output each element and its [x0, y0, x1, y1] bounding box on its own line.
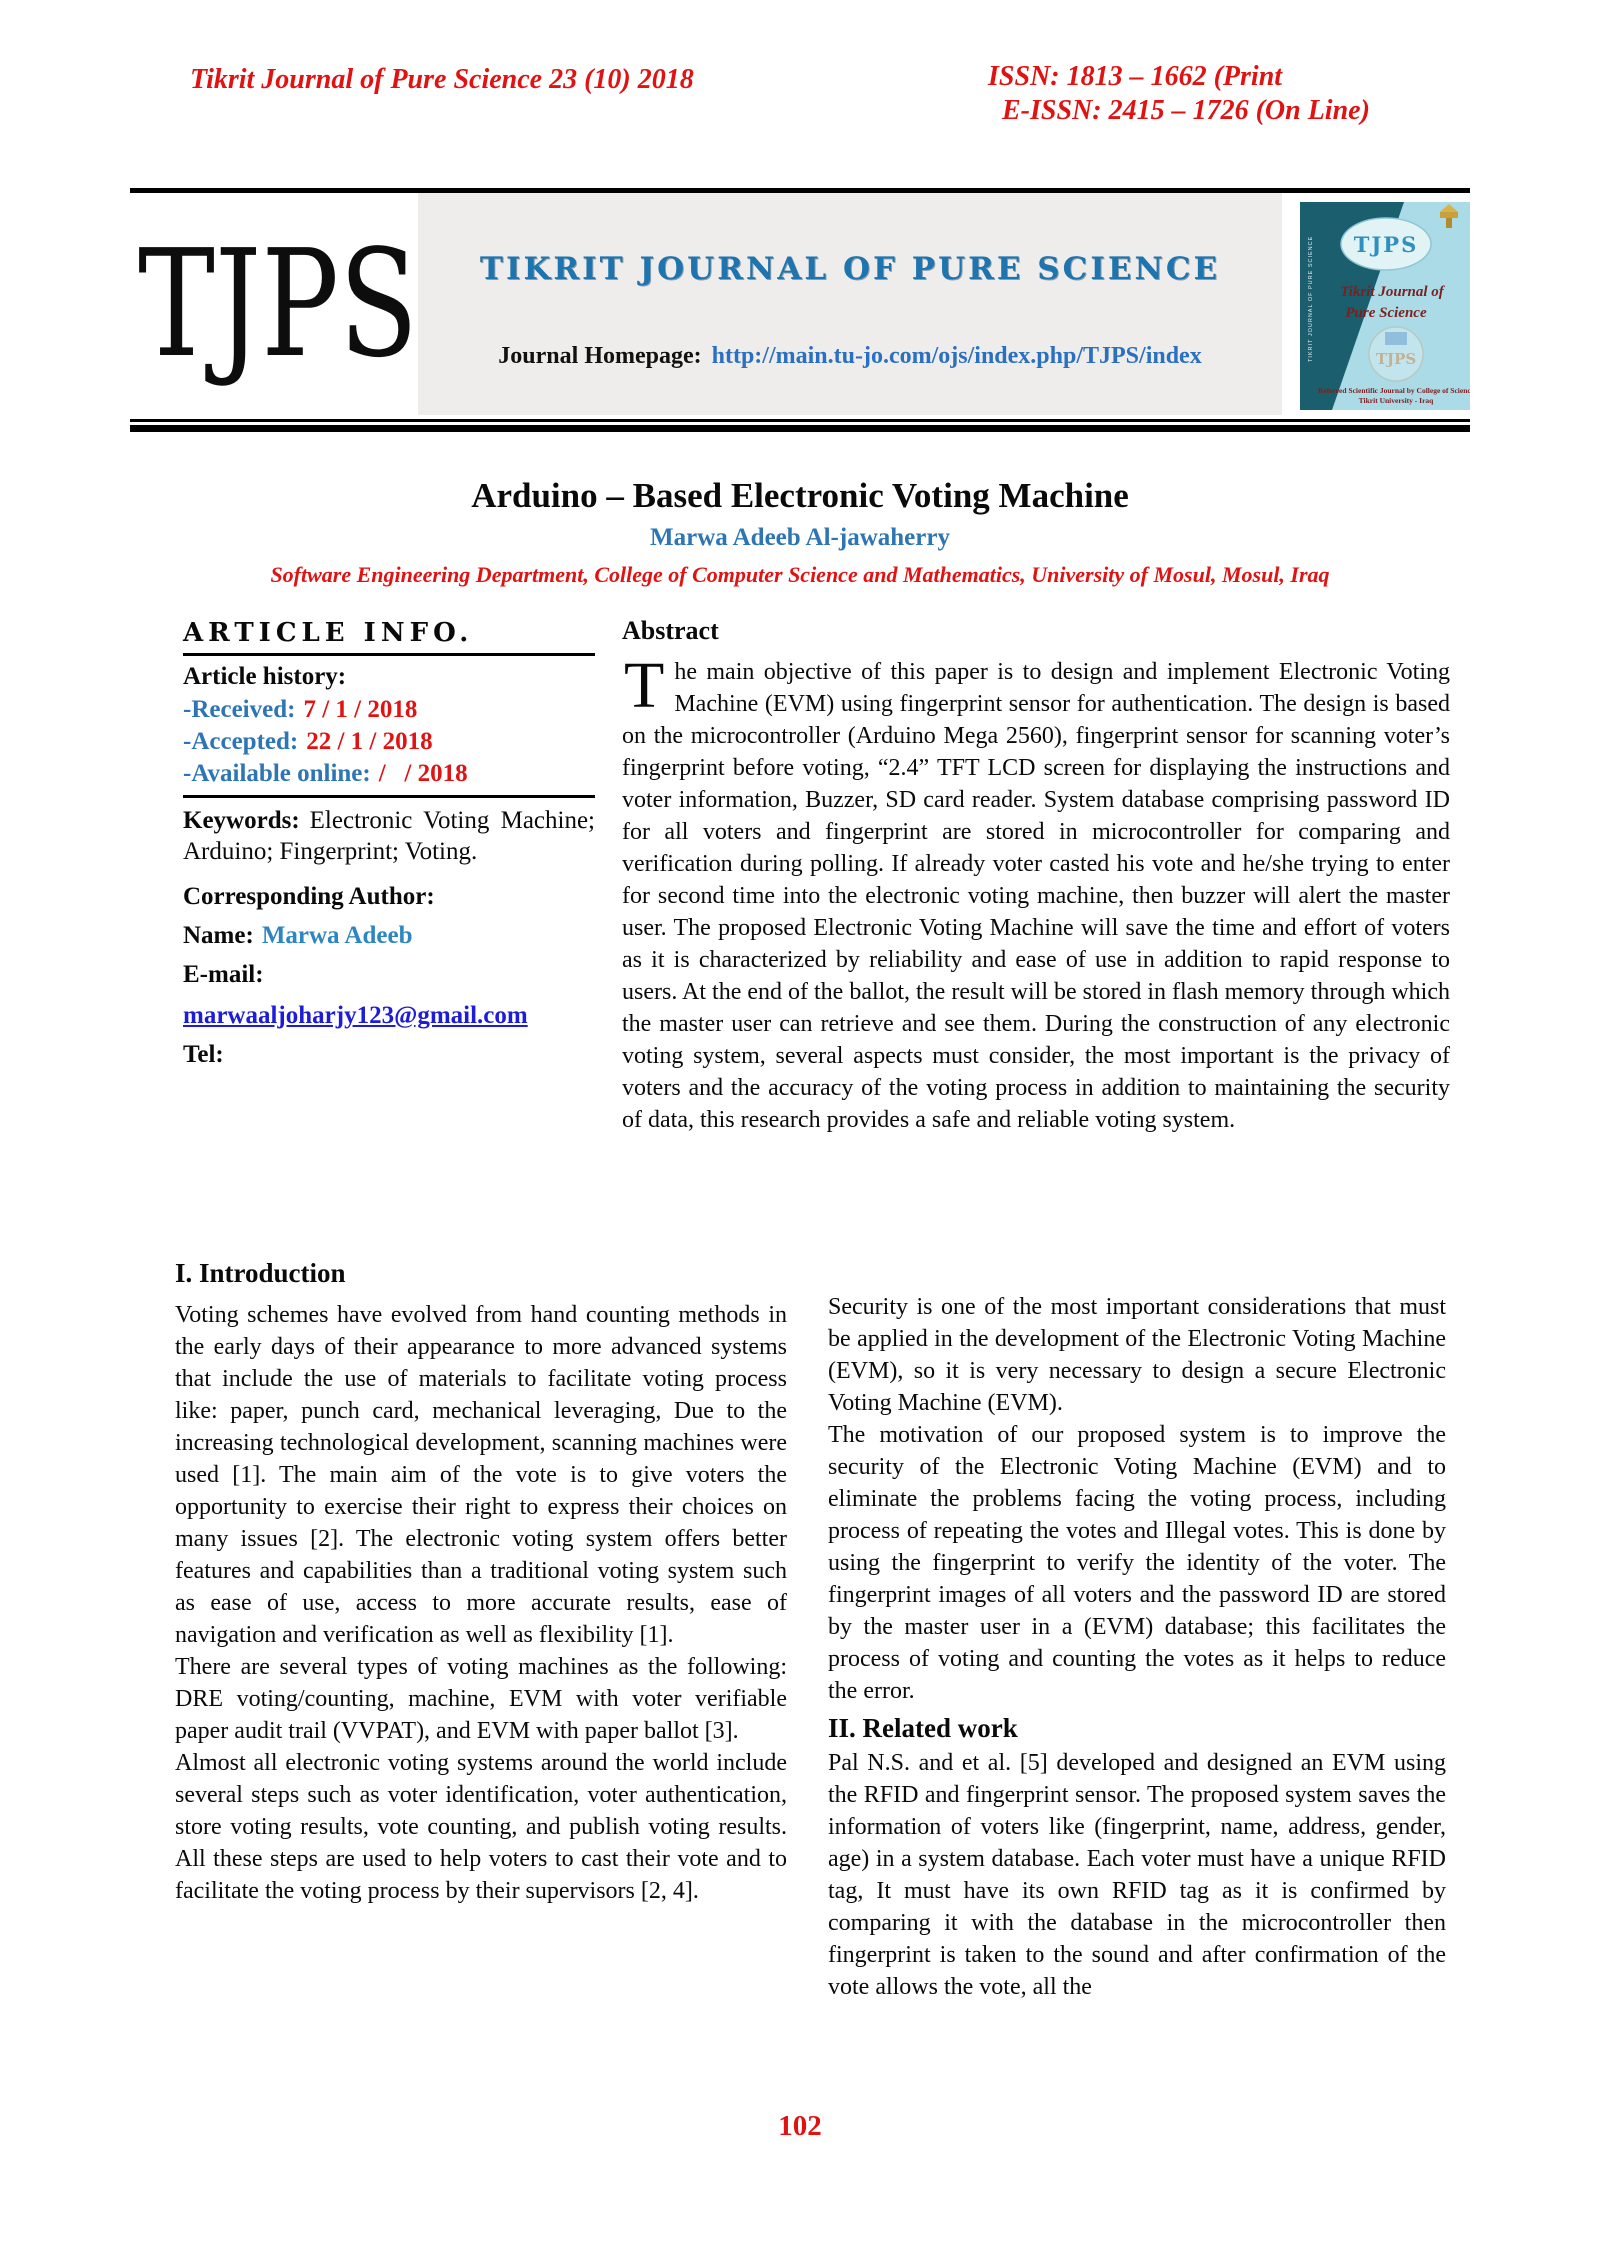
article-info-column	[183, 618, 595, 1069]
tjps-logo-text: TJPS	[138, 218, 418, 390]
right-text-column	[828, 1291, 1446, 2003]
banner-journal-title: TIKRIT JOURNAL OF PURE SCIENCE	[479, 251, 1221, 287]
cover-side-text: TIKRIT JOURNAL OF PURE SCIENCE	[1308, 235, 1314, 362]
introduction-paragraph-1: Voting schemes have evolved from hand counting methods in the early days of their appearance to more advanced systems that include the use of materials to facilitate voting process like: paper, punch card, mechanical leveraging, Due to the increasing technological development, scanning machines were used [1]. The main aim of the vote is to give voters the opportunity to exercise their right to express their choices on many issues [2]. The electronic voting system offers better features and capabilities than a traditional voting system such as ease of use, access to more accurate results, ease of navigation and verification as well as flexibility [1].	[175, 1302, 787, 1648]
cover-footer-line1: Refereed Scientific Journal by College of Science	[1317, 386, 1470, 395]
article-info-heading: ARTICLE INFO.	[183, 618, 474, 648]
abstract-text	[622, 649, 1450, 1136]
article-author: Marwa Adeeb Al-jawaherry	[650, 524, 950, 551]
abstract-heading: Abstract	[622, 616, 719, 645]
email-label: E-mail:	[183, 961, 264, 988]
available-online-label: -Available online:	[183, 760, 371, 787]
issn-online: E-ISSN: 2415 – 1726 (On Line)	[1002, 95, 1370, 126]
email-link[interactable]: marwaaljoharjy123@gmail.com	[183, 1002, 528, 1029]
received-value: 7 / 1 / 2018	[303, 696, 418, 723]
received-row	[183, 694, 595, 726]
related-work-paragraph: Pal N.S. and et al. [5] developed and designed an EVM using the RFID and fingerprint sensor. The proposed system saves the information of voters like (fingerprint, name, address, gender, age) in a system database. Each voter must have a unique RFID tag, It must have its own RFID tag as it is confirmed by comparing it with the database in the microcontroller then fingerprint is taken to the sound and after confirmation of the vote allows the vote, all the	[828, 1750, 1446, 2000]
info-rule-bottom	[183, 795, 595, 798]
introduction-column	[175, 1299, 787, 1907]
available-online-value: / / 2018	[378, 760, 468, 787]
cover-tjps-text: TJPS	[1353, 232, 1419, 257]
homepage-line	[418, 343, 1282, 370]
journal-cover-thumbnail	[1300, 202, 1470, 410]
abstract-body: he main objective of this paper is to design and implement Electronic Voting Machine (EVM) using fingerprint sensor for authentication. The design is based on the microcontroller (Arduino Mega 2560), fingerprint sensor for scanning voter’s fingerprint before voting, “2.4” TFT LCD screen for displaying the instructions and voter information, Buzzer, SD card reader. System database comprising password ID for all voters and fingerprint are stored in microcontroller for comparing and verification during polling. If already voter casted his vote and he/she trying to enter for second time into the electronic voting machine, then buzzer will alert the master user. The proposed Electronic Voting Machine will save the time and effort of voters as it is characterized by reliability and ease of use in addition to rapid response to users. At the end of the ballot, the result will be stored in flash memory through which the master user can retrieve and see them. During the construction of any electronic voting system, several aspects must consider, the most important is the privacy of voters and the accuracy of the voting process in addition to maintaining the security of data, this research provides a safe and reliable voting system.	[622, 659, 1450, 1133]
related-work-heading: II. Related work	[828, 1713, 1018, 1743]
author-name-row	[183, 922, 595, 950]
introduction-heading: I. Introduction	[175, 1258, 346, 1288]
abstract-dropcap: T	[624, 649, 665, 722]
cover-footer-line2: Tikrit University - Iraq	[1358, 396, 1434, 405]
introduction-paragraph-3: Almost all electronic voting systems around the world include several steps such as voter identification, voter authentication, store voting results, vote counting, and publish voting results. All these steps are used to help voters to cast their vote and to facilitate the voting process by their supervisors [2, 4].	[175, 1750, 787, 1904]
received-label: -Received:	[183, 696, 296, 723]
keywords-label: Keywords:	[183, 807, 300, 834]
issn-block	[988, 60, 1370, 128]
cover-title-line1: Tikrit Journal of	[1340, 284, 1444, 300]
journal-header-line: Tikrit Journal of Pure Science 23 (10) 2018	[190, 64, 694, 95]
cover-title-line2: Pure Science	[1345, 305, 1427, 321]
abstract-column	[622, 616, 1450, 1136]
accepted-row	[183, 726, 595, 758]
banner-content	[130, 193, 1470, 415]
article-history-label: Article history:	[183, 663, 347, 690]
homepage-link[interactable]: http://main.tu-jo.com/ojs/index.php/TJPS/index	[711, 343, 1202, 369]
tjps-logo	[130, 193, 418, 415]
available-online-row	[183, 758, 595, 790]
introduction-paragraph-2: There are several types of voting machines as the following: DRE voting/counting, machine, EVM with voter verifiable paper audit trail (VVPAT), and EVM with paper ballot [3].	[175, 1654, 787, 1744]
keywords-block	[183, 805, 595, 867]
corresponding-author-label: Corresponding Author:	[183, 883, 435, 910]
motivation-paragraph: The motivation of our proposed system is to improve the security of the Electronic Voting Machine (EVM) and to eliminate the problems facing the voting process, including process of repeating the votes and Illegal votes. This is done by using the fingerprint to verify the identity of the voter. The fingerprint images of all voters and the password ID are stored by the master user in a (EVM) database; this facilitates the process of voting and counting the votes as it helps to reduce the error.	[828, 1422, 1446, 1704]
article-title: Arduino – Based Electronic Voting Machine	[471, 476, 1129, 515]
name-value: Marwa Adeeb	[261, 922, 413, 949]
banner-bottom-rule-thick	[130, 425, 1470, 432]
banner-bottom-rule-thin	[130, 419, 1470, 422]
accepted-label: -Accepted:	[183, 728, 299, 755]
cover-watermark-emblem	[1369, 327, 1423, 381]
security-paragraph: Security is one of the most important considerations that must be applied in the development of the Electronic Voting Machine (EVM), so it is very necessary to design a secure Electronic Voting Machine (EVM).	[828, 1294, 1446, 1416]
page-number: 102	[778, 2110, 822, 2142]
article-affiliation: Software Engineering Department, College of Computer Science and Mathematics, University of Mosul, Mosul, Iraq	[270, 562, 1330, 587]
name-label: Name:	[183, 922, 254, 949]
keywords-text: Electronic Voting Machine; Arduino; Fingerprint; Voting.	[183, 807, 595, 865]
issn-print: ISSN: 1813 – 1662 (Print	[988, 61, 1283, 92]
cover-emblem-tjps-text: TJPS	[1375, 350, 1417, 368]
homepage-label: Journal Homepage:	[498, 343, 702, 369]
accepted-value: 22 / 1 / 2018	[306, 728, 433, 755]
banner-panel	[418, 193, 1282, 415]
tel-label: Tel:	[183, 1041, 224, 1068]
journal-banner	[130, 188, 1470, 432]
info-rule-top	[183, 653, 595, 656]
